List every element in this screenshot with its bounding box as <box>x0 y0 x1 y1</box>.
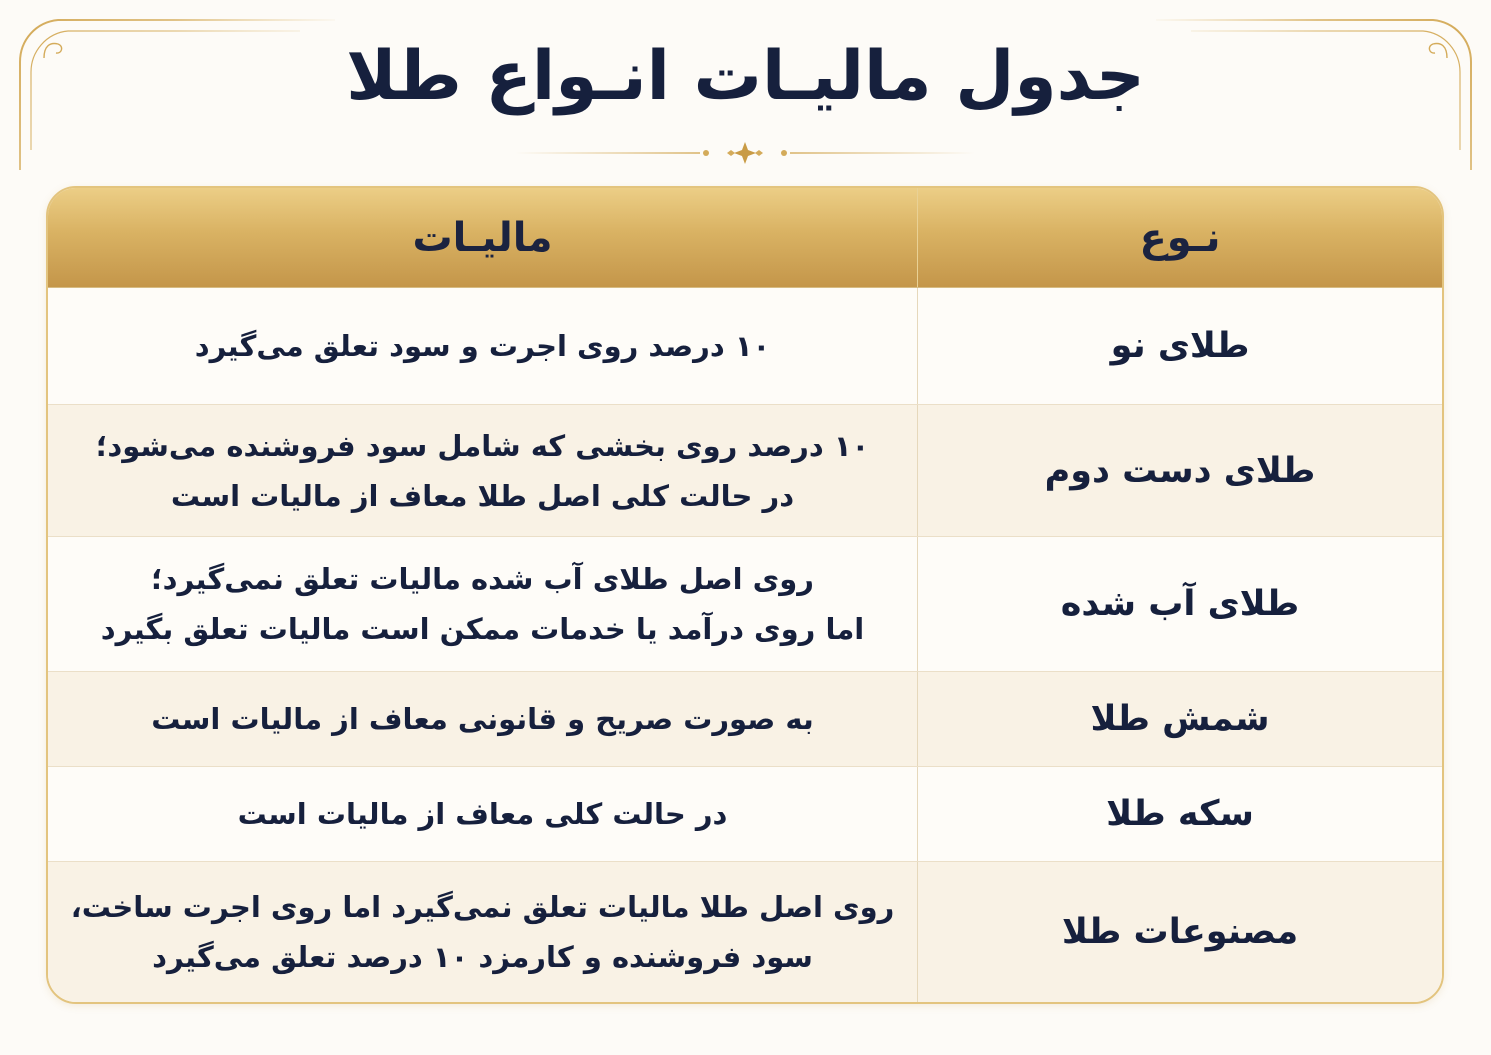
diamond-star-icon <box>734 142 756 164</box>
tax-text: به صورت صریح و قانونی معاف از مالیات است <box>151 702 814 736</box>
table-row <box>48 767 1442 862</box>
type-label: طلای دست دوم <box>1044 450 1316 491</box>
tax-text: در حالت کلی اصل طلا معاف از مالیات است <box>170 478 795 513</box>
table-header-row <box>48 188 1442 288</box>
header-type-label: نـوع <box>1139 214 1221 261</box>
tax-text: اما روی درآمد یا خدمات ممکن است مالیات تعلق بگیرد <box>100 612 865 646</box>
table-row <box>48 672 1442 767</box>
type-label: مصنوعات طلا <box>1061 912 1299 952</box>
header-cell-type <box>917 188 1442 287</box>
tax-cell <box>48 672 917 766</box>
tax-cell <box>48 288 917 404</box>
type-cell <box>917 288 1442 404</box>
tax-cell <box>48 537 917 671</box>
tax-text: سود فروشنده و کارمزد ۱۰ درصد تعلق می‌گیرد <box>152 940 813 974</box>
header-cell-tax <box>48 188 917 287</box>
dot-icon <box>703 150 709 156</box>
tax-cell <box>48 767 917 861</box>
type-label: سکه طلا <box>1106 794 1254 834</box>
tax-text: ۱۰ درصد روی اجرت و سود تعلق می‌گیرد <box>194 329 771 363</box>
type-label: شمش طلا <box>1090 699 1270 739</box>
table-row <box>48 405 1442 537</box>
type-cell <box>917 672 1442 766</box>
tax-text: روی اصل طلا مالیات تعلق نمی‌گیرد اما روی اجرت ساخت، <box>70 890 895 924</box>
title-ornament <box>505 140 985 166</box>
header-tax-label: مالیـات <box>412 214 553 261</box>
table-row <box>48 288 1442 405</box>
page-title: جدول مالیـات انـواع طلا <box>346 37 1145 116</box>
tax-text: در حالت کلی معاف از مالیات است <box>237 797 728 831</box>
type-cell <box>917 767 1442 861</box>
type-cell <box>917 405 1442 536</box>
tax-table <box>46 186 1444 1004</box>
tax-cell <box>48 405 917 536</box>
type-cell <box>917 862 1442 1002</box>
dot-icon <box>781 150 787 156</box>
type-cell <box>917 537 1442 671</box>
table-row <box>48 862 1442 1002</box>
table-row <box>48 537 1442 672</box>
tax-text: روی اصل طلای آب شده مالیات تعلق نمی‌گیرد؛ <box>151 562 814 596</box>
type-label: طلای آب شده <box>1060 584 1300 624</box>
tax-text: ۱۰ درصد روی بخشی که شامل سود فروشنده می‌شود؛ <box>95 428 870 463</box>
type-label: طلای نو <box>1110 326 1250 366</box>
tax-cell <box>48 862 917 1002</box>
